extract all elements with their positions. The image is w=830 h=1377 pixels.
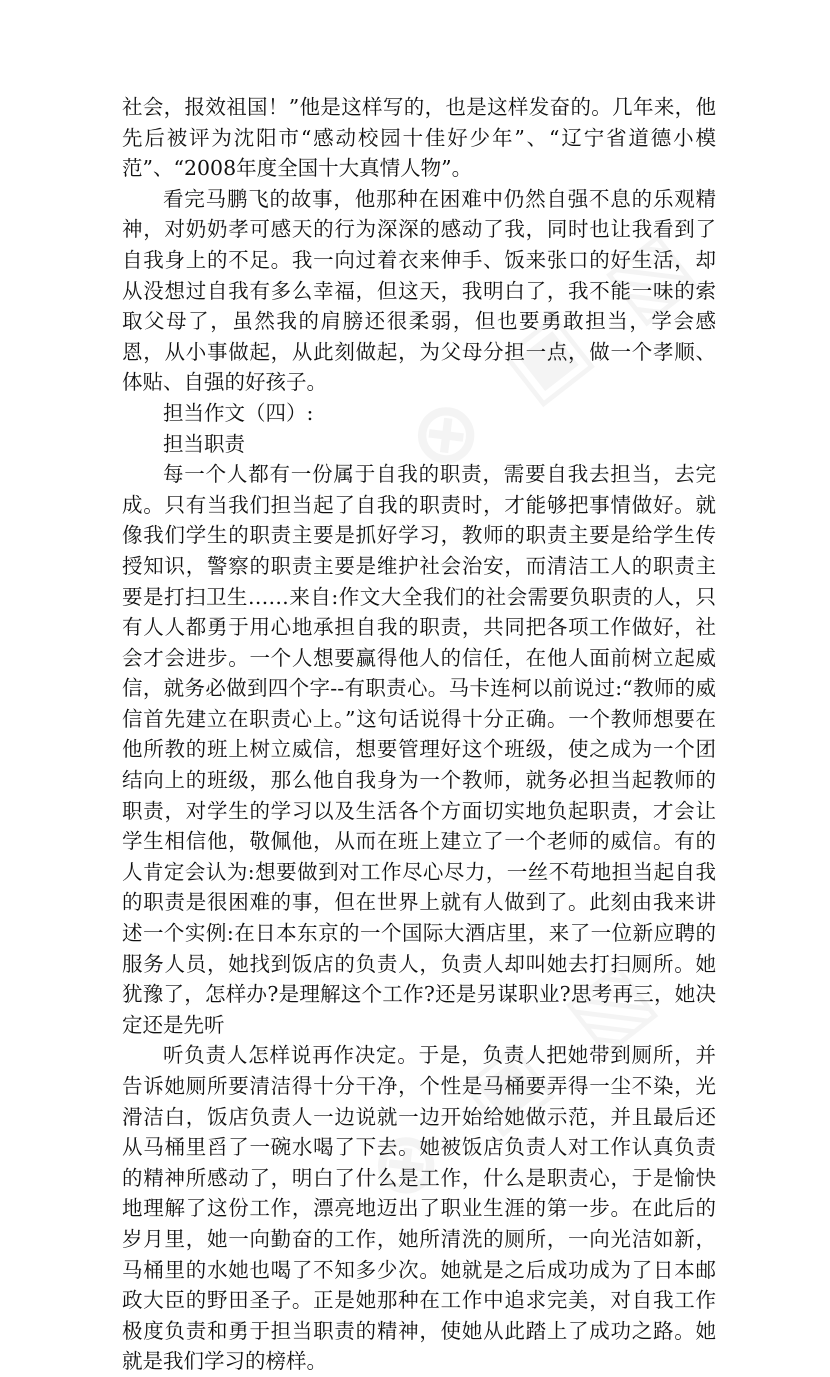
paragraph-4: 听负责人怎样说再作决定。于是，负责人把她带到厕所，并告诉她厕所要清洁得十分干净，个性是马桶要弄得一尘不染，光滑洁白，饭店负责人一边说就一边开始给她做示范，并且最后还从马桶里舀了一碗水喝了下去。她被饭店负责人对工作认真负责的精神所感动了，明白了什么是工作，什么是职责心，于是愉快地理解了这份工作，漂亮地迈出了职业生涯的第一步。在此后的岁月里，她一向勤奋的工作，她所清洗的厕所，一向光洁如新，马桶里的水她也喝了不知多少次。她就是之后成功成为了日本邮政大臣的野田圣子。正是她那种在工作中追求完美，对自我工作极度负责和勇于担当职责的精神，使她从此踏上了成功之路。她就是我们学习的榜样。 [122, 1043, 716, 1374]
document-body [122, 92, 716, 1377]
essay-title: 担当职责 [163, 431, 245, 456]
paragraph-1: 社会，报效祖国！”他是这样写的，也是这样发奋的。几年来，他先后被评为沈阳市“感动校园十佳好少年”、“辽宁省道德小模范”、“2008年度全国十大真情人物”。 [122, 95, 716, 181]
paragraph-3: 每一个人都有一份属于自我的职责，需要自我去担当，去完成。只有当我们担当起了自我的职责时，才能够把事情做好。就像我们学生的职责主要是抓好学习，教师的职责主要是给学生传授知识，警察的职责主要是维护社会治安，而清洁工人的职责主要是打扫卫生……来自:作文大全我们的社会需要负职责的人，只有人人都勇于用心地承担自我的职责，共同把各项工作做好，社会才会进步。一个人想要赢得他人的信任，在他人面前树立起威信，就务必做到四个字--有职责心。马卡连柯以前说过:“教师的威信首先建立在职责心上。”这句话说得十分正确。一个教师想要在他所教的班上树立威信，想要管理好这个班级，使之成为一个团结向上的班级，那么他自我身为一个教师，就务必担当起教师的职责，对学生的学习以及生活各个方面切实地负起职责，才会让学生相信他，敬佩他，从而在班上建立了一个老师的威信。有的人肯定会认为:想要做到对工作尽心尽力，一丝不苟地担当起自我的职责是很困难的事，但在世界上就有人做到了。此刻由我来讲述一个实例:在日本东京的一个国际大酒店里，来了一位新应聘的服务人员，她找到饭店的负责人，负责人却叫她去打扫厕所。她犹豫了，怎样办?是理解这个工作?还是另谋职业?思考再三，她决定还是先听 [122, 462, 716, 1037]
paragraph-2: 看完马鹏飞的故事，他那种在困难中仍然自强不息的乐观精神，对奶奶孝可感天的行为深深的感动了我，同时也让我看到了自我身上的不足。我一向过着衣来伸手、饭来张口的好生活，却从没想过自我有多么幸福，但这天，我明白了，我不能一味的索取父母了，虽然我的肩膀还很柔弱，但也要勇敢担当，学会感恩，从小事做起，从此刻做起，为父母分担一点，做一个孝顺、体贴、自强的好孩子。 [122, 186, 716, 395]
section-heading: 担当作文（四）: [163, 400, 314, 425]
